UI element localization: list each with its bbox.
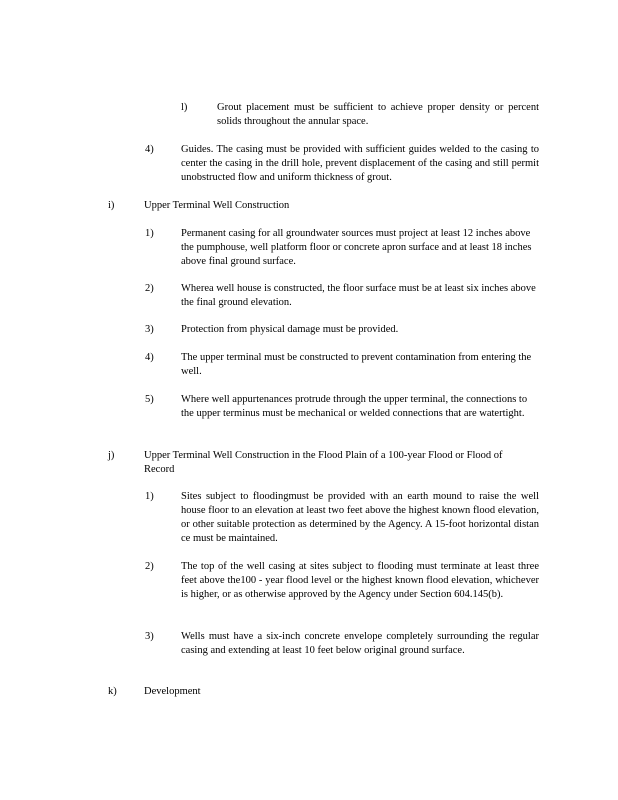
list-item-guides [145, 143, 539, 185]
item-label: 4) [145, 352, 154, 363]
section-heading-i [108, 199, 524, 213]
list-item-j-1 [145, 490, 539, 546]
section-label: j) [108, 450, 115, 461]
item-label: l) [181, 102, 188, 113]
item-text: Sites subject to floodingmust be provided with an earth mound to raise the well house floor to an elevation at least two feet above the highest known flood elevation, or other suitable protection as determined by the Agency. A 15-foot horizontal distan ce must be maintained. [181, 491, 539, 544]
section-title: Upper Terminal Well Construction in the Flood Plain of a 100-year Flood or Flood of Record [144, 450, 503, 475]
item-text: Guides. The casing must be provided with sufficient guides welded to the casing to center the casing in the drill hole, prevent displacement of the casing and still permit unobstructed flow and uniform thickness of grout. [181, 144, 539, 183]
item-text: The upper terminal must be constructed to prevent contamination from entering the well. [181, 352, 532, 377]
list-item-grout [181, 101, 539, 129]
list-item-i-4 [145, 351, 539, 379]
item-label: 1) [145, 491, 154, 502]
list-item-i-3 [145, 323, 539, 337]
item-label: 2) [145, 283, 154, 294]
section-heading-k [108, 685, 524, 699]
item-text: Where well appurtenances protrude through the upper terminal, the connections to the upper terminus must be mechanical or welded connections that are watertight. [181, 394, 528, 419]
section-title: Upper Terminal Well Construction [144, 200, 290, 211]
list-item-i-5 [145, 393, 539, 421]
item-text: The top of the well casing at sites subject to flooding must terminate at least three feet above the100 - year flood level or the highest known flood elevation, whichever is higher, or as otherwise approved by the Agency under Section 604.145(b). [181, 561, 539, 600]
item-text: Grout placement must be sufficient to achieve proper density or percent solids throughout the annular space. [217, 102, 539, 127]
item-text: Wells must have a six-inch concrete envelope completely surrounding the regular casing and extending at least 10 feet below original ground surface. [181, 631, 539, 656]
item-label: 3) [145, 631, 154, 642]
item-text: Protection from physical damage must be provided. [181, 324, 399, 335]
item-text: Permanent casing for all groundwater sources must project at least 12 inches above the pumphouse, well platform floor or concrete apron surface and at least 18 inches above final ground surface. [181, 228, 532, 267]
item-label: 5) [145, 394, 154, 405]
section-label: i) [108, 200, 115, 211]
list-item-i-1 [145, 227, 539, 269]
item-label: 2) [145, 561, 154, 572]
list-item-j-3 [145, 630, 539, 658]
list-item-j-2 [145, 560, 539, 602]
section-title: Development [144, 686, 201, 697]
item-text: Wherea well house is constructed, the floor surface must be at least six inches above the final ground elevation. [181, 283, 536, 308]
section-label: k) [108, 686, 117, 697]
item-label: 1) [145, 228, 154, 239]
item-label: 3) [145, 324, 154, 335]
item-label: 4) [145, 144, 154, 155]
section-heading-j [108, 449, 524, 477]
list-item-i-2 [145, 282, 539, 310]
